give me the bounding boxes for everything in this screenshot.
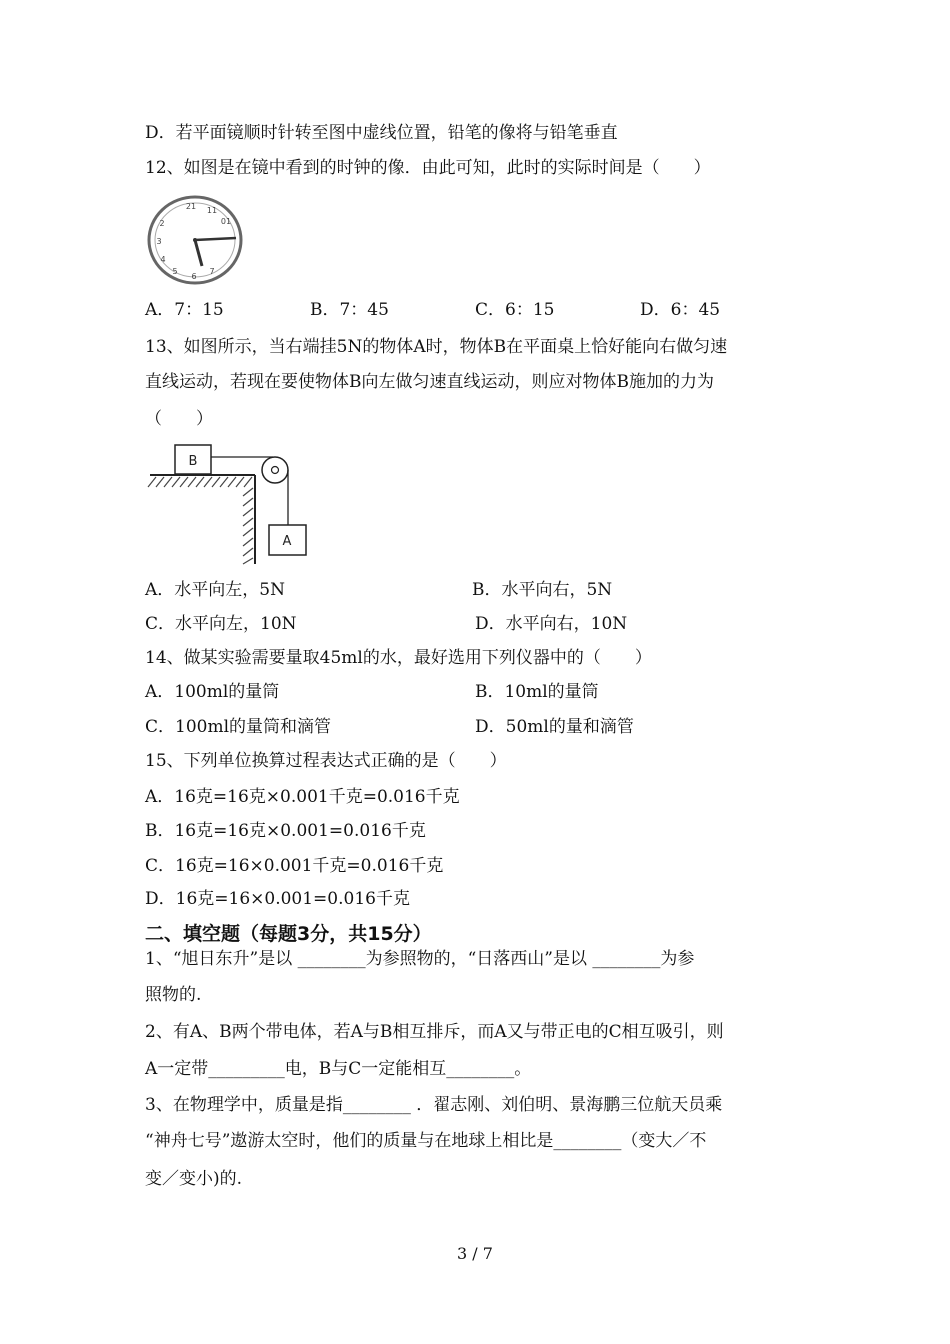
clock-numeral: 3 [156,237,162,246]
q12-option-d: D．6：45 [640,300,721,320]
q15-option-d: D．16克=16×0.001=0.016千克 [145,889,410,909]
fill-q2-line1: 2、有A、B两个带电体，若A与B相互排斥，而A又与带正电的C相互吸引，则 [145,1022,724,1042]
q13-stem-line1: 13、如图所示，当右端挂5N的物体A时，物体B在平面桌上恰好能向右做匀速 [145,337,728,357]
q15-option-c: C．16克=16×0.001千克=0.016千克 [145,856,444,876]
q11-option-d: D．若平面镜顺时针转至图中虚线位置，铅笔的像将与铅笔垂直 [145,123,618,143]
clock-numeral: 5 [172,267,178,276]
q15-stem: 15、下列单位换算过程表达式正确的是（ ） [145,751,507,771]
q14-option-c: C．100ml的量筒和滴管 [145,717,332,737]
pulley-figure [145,440,315,566]
clock-numeral: 11 [206,206,218,215]
q12-stem: 12、如图是在镜中看到的时钟的像．由此可知，此时的实际时间是（ ） [145,158,711,178]
q14-option-d: D．50ml的量和滴管 [475,717,634,737]
clock-numeral: 2 [159,219,165,228]
block-a-label: A [282,534,292,549]
page-number: 3 / 7 [457,1244,493,1263]
q13-option-d: D．水平向右，10N [475,614,628,634]
mirror-clock-figure [146,194,244,286]
q15-option-a: A．16克=16克×0.001千克=0.016千克 [145,787,460,807]
q13-stem-line2: 直线运动，若现在要使物体B向左做匀速直线运动，则应对物体B施加的力为 [145,372,714,392]
fill-q1-line2: 照物的. [145,985,202,1005]
q15-option-b: B．16克=16克×0.001=0.016千克 [145,821,426,841]
fill-q3-line3: 变／变小)的. [145,1169,243,1189]
clock-numeral: 4 [160,255,166,264]
q14-stem: 14、做某实验需要量取45ml的水，最好选用下列仪器中的（ ） [145,648,652,668]
clock-numeral: 01 [220,217,232,226]
fill-q2-line2: A一定带_________电，B与C一定能相互________。 [145,1059,532,1079]
fill-q3-line1: 3、在物理学中，质量是指________ ．翟志刚、刘伯明、景海鹏三位航天员乘 [145,1095,723,1115]
q13-stem-line3: （ ） [145,409,213,429]
fill-q1-line1: 1、“旭日东升”是以 ________为参照物的，“日落西山”是以 ________为参 [145,949,695,969]
fill-q3-line2: “神舟七号”遨游太空时，他们的质量与在地球上相比是________（变大／不 [145,1131,707,1151]
q14-option-b: B．10ml的量筒 [475,682,599,702]
q12-option-a: A．7：15 [145,300,224,320]
block-b-label: B [188,454,198,469]
section-heading-fill-blanks: 二、填空题（每题3分，共15分） [145,923,432,945]
q13-option-c: C．水平向左，10N [145,614,297,634]
q14-option-a: A．100ml的量筒 [145,682,280,702]
q13-option-a: A．水平向左，5N [145,580,285,600]
q12-option-c: C．6：15 [475,300,555,320]
q12-option-b: B．7：45 [310,300,389,320]
clock-numeral: 21 [185,202,197,211]
clock-numeral: 7 [209,267,215,276]
q13-option-b: B．水平向右，5N [472,580,613,600]
clock-numeral: 6 [191,272,197,281]
